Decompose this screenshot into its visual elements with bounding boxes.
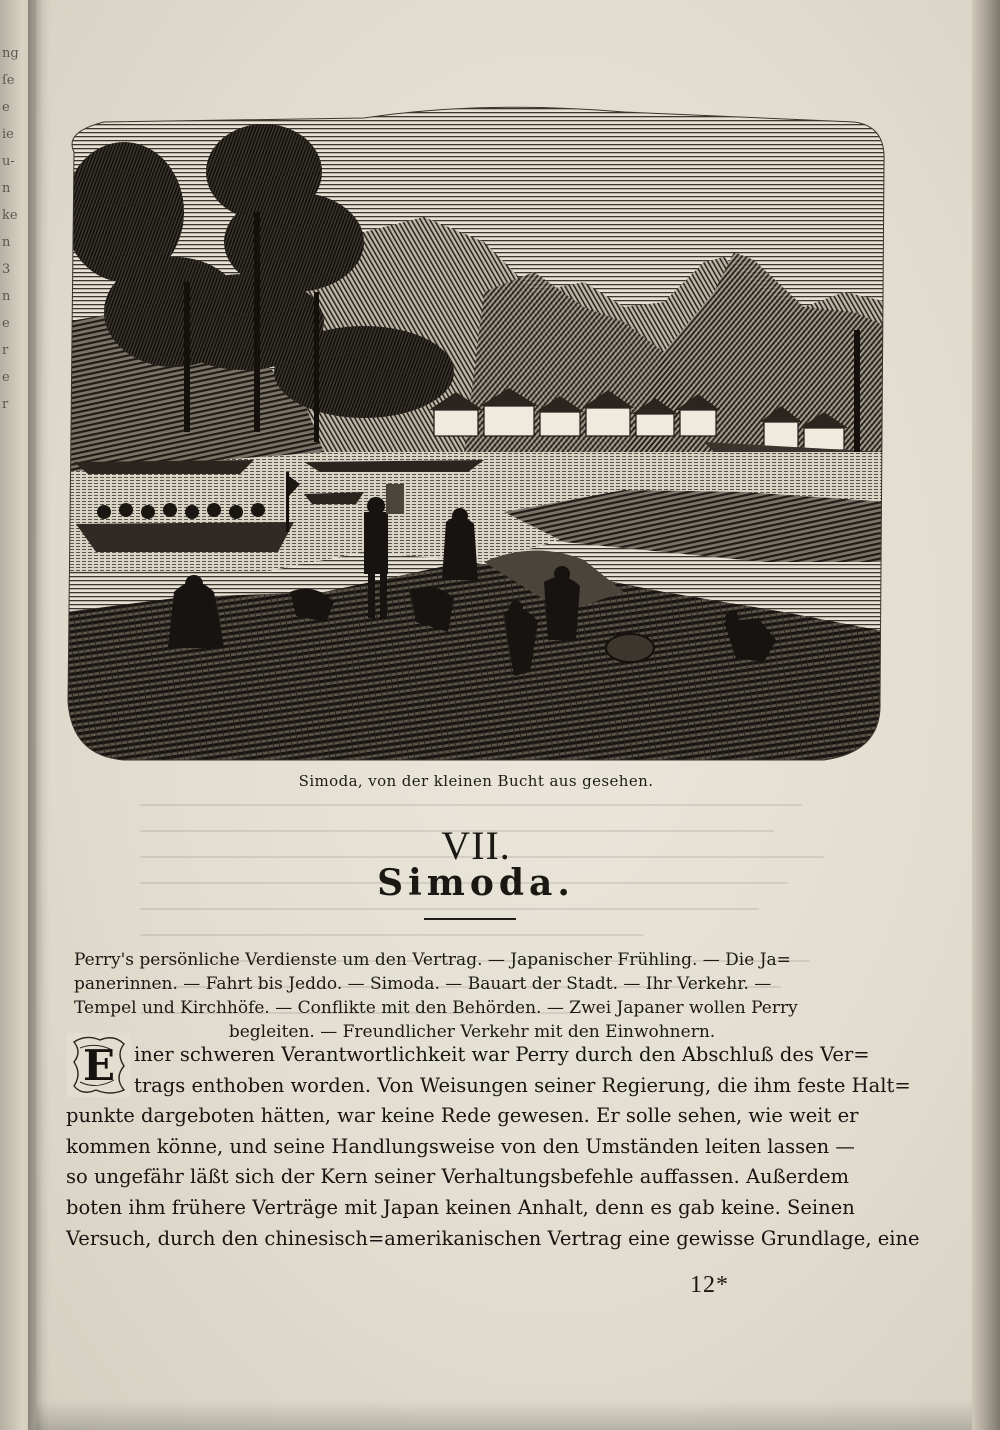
left-page-fragment: u- (2, 154, 15, 169)
left-page-fragment: ng (2, 46, 19, 61)
left-page-fragment: ie (2, 127, 14, 142)
engraving-simoda-harbor (64, 92, 888, 768)
chapter-summary (74, 948, 870, 1044)
chapter-number: VII. (441, 823, 511, 868)
left-page-fragment: n (2, 235, 11, 250)
body-paragraph (66, 1040, 920, 1254)
body-line: boten ihm frühere Verträge mit Japan keinen Anhalt, denn es gab keine. Seinen (66, 1195, 855, 1219)
left-page-fragment: ſe (2, 73, 15, 88)
body-line: kommen könne, und seine Handlungsweise von den Umständen leiten lassen — (66, 1134, 855, 1158)
illustration-caption: Simoda, von der kleinen Bucht aus gesehen. (298, 772, 654, 790)
body-line: Versuch, durch den chinesisch=amerikanischen Vertrag eine gewisse Grundlage, eine (66, 1226, 920, 1250)
body-line: punkte dargeboten hätten, war keine Rede gewesen. Er solle sehen, wie weit er (66, 1104, 859, 1128)
left-page-fragment: e (2, 370, 10, 385)
summary-line: Tempel und Kirchhöfe. — Conflikte mit den Behörden. — Zwei Japaner wollen Perry (74, 998, 798, 1018)
title-divider (424, 918, 516, 920)
left-page-fragment: r (2, 397, 9, 412)
chapter-title: Simoda. (377, 862, 575, 904)
summary-line: panerinnen. — Fahrt bis Jeddo. — Simoda. — Bauart der Stadt. — Ihr Verkehr. — (74, 974, 772, 994)
summary-line: begleiten. — Freundlicher Verkehr mit den Einwohnern. (228, 1022, 716, 1042)
left-page-fragment: 3 (2, 262, 11, 277)
left-page-fragment: ke (2, 208, 18, 223)
body-line: iner schweren Verantwortlichkeit war Perry durch den Abschluß des Ver= (134, 1043, 870, 1066)
signature-mark: 12* (690, 1272, 729, 1298)
body-line: so ungefähr läßt sich der Kern seiner Verhaltungsbefehle auffassen. Außerdem (66, 1165, 850, 1189)
summary-line: Perry's persönliche Verdienste um den Vertrag. — Japanischer Frühling. — Die Ja= (74, 950, 791, 970)
left-page-fragment: r (2, 343, 9, 358)
left-page-fragment: n (2, 289, 11, 304)
book-gutter-shadow (28, 0, 50, 1430)
left-page-fragment: e (2, 100, 10, 115)
page-fore-edge (972, 0, 1000, 1430)
left-page-fragment: e (2, 316, 10, 331)
left-page-fragment: n (2, 181, 11, 196)
svg-text:E: E (82, 1041, 116, 1090)
body-line: trags enthoben worden. Von Weisungen seiner Regierung, die ihm feste Halt= (134, 1073, 911, 1097)
